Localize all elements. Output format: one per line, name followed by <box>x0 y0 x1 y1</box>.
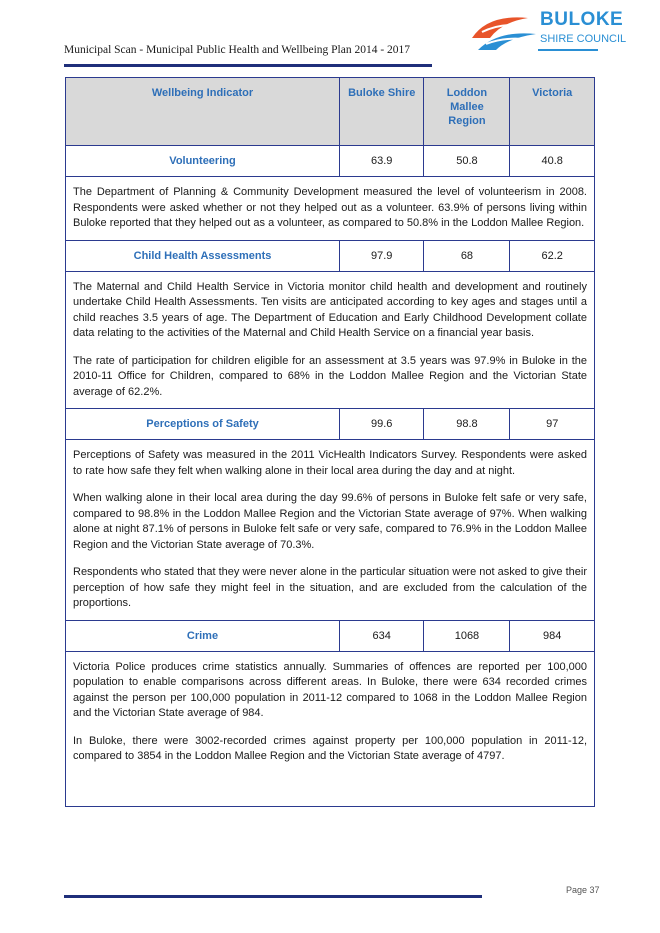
value-victoria: 97 <box>510 409 595 440</box>
value-buloke: 99.6 <box>340 409 424 440</box>
column-header-buloke: Buloke Shire <box>340 78 424 146</box>
column-header-loddon-label: Loddon Mallee Region <box>446 87 488 127</box>
indicator-row-safety <box>66 409 595 440</box>
indicator-description <box>66 651 595 806</box>
indicator-name: Volunteering <box>66 146 340 177</box>
value-buloke: 634 <box>340 620 424 651</box>
description-paragraph: Respondents who stated that they were never alone in the particular situation were not asked to give their perception of how safe they might feel in the situation, and are excluded from the calculation of the proportions. <box>73 566 587 609</box>
description-row-volunteering <box>66 177 595 241</box>
indicator-description <box>66 440 595 621</box>
column-header-indicator: Wellbeing Indicator <box>66 78 340 146</box>
value-buloke: 97.9 <box>340 240 424 271</box>
wellbeing-indicator-table <box>65 77 595 807</box>
description-paragraph: The Department of Planning & Community Development measured the level of volunteerism in 2008. Respondents were asked whether or not they helped out as a volunteer. 63.9% of persons living within Buloke reported that they helped out as a volunteer, as compared to 50.8% in the Loddon Mallee Region. <box>73 186 587 229</box>
indicator-name: Perceptions of Safety <box>66 409 340 440</box>
page-number: Page 37 <box>566 885 600 895</box>
indicator-row-child-health <box>66 240 595 271</box>
value-victoria: 40.8 <box>510 146 595 177</box>
indicator-row-crime <box>66 620 595 651</box>
description-row-safety <box>66 440 595 621</box>
description-row-crime <box>66 651 595 806</box>
logo-text-buloke: BULOKE <box>540 9 624 30</box>
indicator-row-volunteering <box>66 146 595 177</box>
indicator-description <box>66 177 595 241</box>
indicator-name: Child Health Assessments <box>66 240 340 271</box>
column-header-victoria: Victoria <box>510 78 595 146</box>
header-rule <box>64 64 432 67</box>
description-row-child-health <box>66 271 595 409</box>
description-paragraph: The Maternal and Child Health Service in Victoria monitor child health and development and routinely undertake Child Health Assessments. Ten visits are anticipated according to key ages and stages until a child reaches 3.5 years of age. The Department of Education and Early Childhood Development collate data relating to the activities of the Maternal and Child Health Service on a financial year basis. <box>73 280 587 339</box>
value-victoria: 984 <box>510 620 595 651</box>
description-paragraph: Victoria Police produces crime statistics annually. Summaries of offences are reported per 100,000 population to enable comparisons across different areas. In Buloke, there were 634 recorded crimes against the person per 100,000 population in 2011-12 compared to 1068 in the Loddon Mallee Region and the Victorian State average of 984. <box>73 660 587 719</box>
description-paragraph: Perceptions of Safety was measured in the 2011 VicHealth Indicators Survey. Respondents were asked to rate how safe they felt when walking alone in their local area during the day and at night. <box>73 449 587 477</box>
description-paragraph: The rate of participation for children eligible for an assessment at 3.5 years was 97.9% in Buloke in the 2010-11 Office for Children, compared to 68% in the Loddon Mallee Region and the Victorian State average of 62.2%. <box>73 354 587 398</box>
indicator-name: Crime <box>66 620 340 651</box>
footer-rule <box>64 895 482 898</box>
value-loddon: 98.8 <box>424 409 510 440</box>
value-loddon: 1068 <box>424 620 510 651</box>
table-header-row <box>66 78 595 146</box>
value-loddon: 68 <box>424 240 510 271</box>
page-header-title: Municipal Scan - Municipal Public Health and Wellbeing Plan 2014 - 2017 <box>64 44 411 56</box>
value-victoria: 62.2 <box>510 240 595 271</box>
indicator-description <box>66 271 595 409</box>
logo-text-shire-council: SHIRE COUNCIL <box>540 33 627 45</box>
column-header-loddon <box>424 78 510 146</box>
value-buloke: 63.9 <box>340 146 424 177</box>
description-paragraph: When walking alone in their local area during the day 99.6% of persons in Buloke felt safe or very safe, compared to 98.8% in the Loddon Mallee Region and the Victorian State average of 97%. When walking alone at night 87.1% of persons in Buloke felt safe or very safe, compared to 76.9% in the Loddon Mallee Region and the Victorian State average of 70.3%. <box>73 492 587 551</box>
value-loddon: 50.8 <box>424 146 510 177</box>
description-paragraph: In Buloke, there were 3002-recorded crimes against property per 100,000 population in 2011-12, compared to 3854 in the Loddon Mallee Region and the Victorian State average of 4797. <box>73 734 587 762</box>
